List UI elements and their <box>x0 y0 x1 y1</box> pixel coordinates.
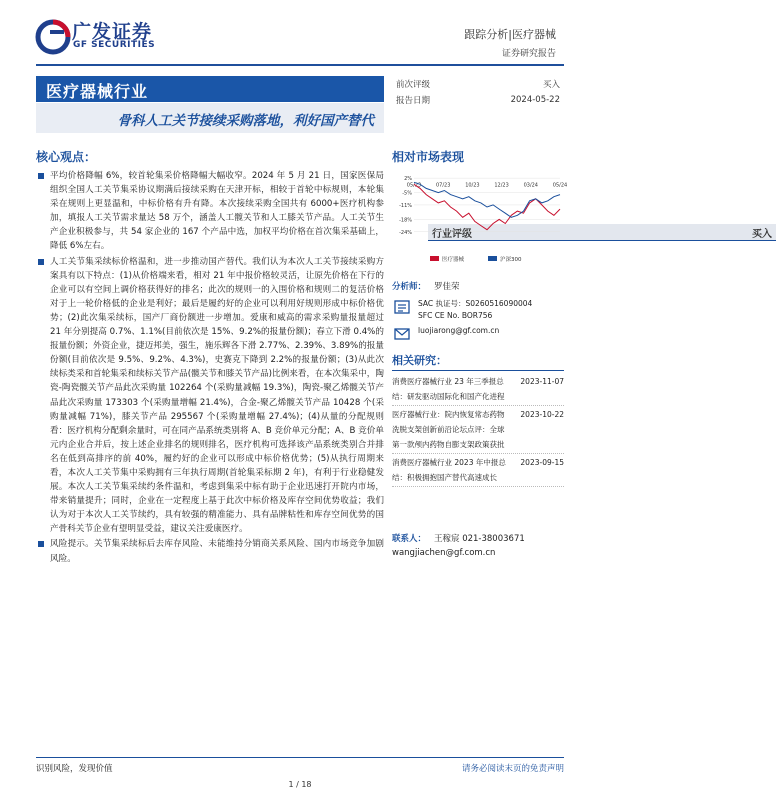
y-tick-label: -5% <box>402 190 412 197</box>
contact-email[interactable]: wangjiachen@gf.com.cn <box>392 548 496 558</box>
contact-name-phone: 王稼宸 021-38003671 <box>434 534 525 544</box>
bullet-icon <box>38 173 44 179</box>
prev-rating-value: 买入 <box>542 80 560 90</box>
research-item-date: 2023-10-22 <box>520 410 564 419</box>
report-header <box>0 0 600 72</box>
x-tick-label: 03/24 <box>523 182 539 189</box>
related-research <box>392 352 564 487</box>
research-item-title: 消费医疗器械行业 23 年三季报总结：研发驱动国际化和国产化进程 <box>392 377 505 401</box>
header-divider <box>36 64 564 66</box>
core-views <box>36 148 384 567</box>
report-type: 跟踪分析|医疗器械 <box>464 28 556 41</box>
risk-warning <box>36 537 384 565</box>
analyst-cert-row <box>392 298 564 322</box>
core-point-2-text: 人工关节集采续标价格温和，进一步推动国产替代。我们认为本次人工关节接续采购方案具有以下特点：(1)从价格端来看，相对 21 年中报价格较灵活，让原先价格在下行的企业可以有空间上调价格获得好的排名；此次的规则一的入围价格和规则二的复活价格对于上一轮价格低的企业是利好；最后是履约好的企业可以利用好规则形成中标价格优势；(2)此次集采续标，国产厂商份额进一步增加。爱康和威高的需求采购量报量超过 21 年分别提高 0.7%、1.1%(目前依次是 15%、9.2%的报量份额)；春立下滑 0.4%的报量份额；外资企业，捷迈邦美，强生，施乐辉各下滑 2.77%、2.39%、3.89%的报量份额(目前依次是 9.5%、9.2%、4.3%)，史赛克下降到 2.2%的报量份额；(3)从此次续标类采和首轮集采和续标关节产品(髋关节和膝关节产品)比例来看，在本次集采中，陶瓷-陶瓷髋关节产品此次采购量 102264 个(采购量减幅 19.3%)，陶瓷-聚乙烯髋关节产品此次采购量 173303 个(采购量增幅 21.4%)，合金-聚乙烯髋关节产品 10428 个(采购量减幅 71%)，膝关节产品 295567 个(采购量增幅 27.4%)；(4)从量的分配规则看：医疗机构分配剩余量时，可在同产品系统类别将 A、B 竞价单元分配；A、B 竞价单元内企业合并后，按上述企业排名的规则排名，医疗机构可选择该产品系统类别合并排名在低到高排序的前 40%，履约好的企业可以形成中标价格优势；(5)从执行周期来看，本次人工关节集中采购拥有三年执行周期(首轮集采标期 2 年)，有利于行业稳健发展。本次人工关节集采续约条件温和，考虑到集采中标有助于企业迅速打开院内市场，带来销量提升；同时，企业在一定程度上基于此次中标价格及库存空间优势收益；我们认为对于本次人工关节续约，具有较强的精准能力、具有品牌粘性和库存空间优势的国产骨科关节企业有望明显受益，建议关注爱康医疗。 <box>50 256 384 535</box>
logo-text-en: GF SECURITIES <box>73 40 156 50</box>
x-tick-label: 05/24 <box>552 182 568 189</box>
contact-role: 联系人： <box>392 534 427 544</box>
rating-value: 买入 <box>752 228 772 240</box>
analyst-sac: SAC 执证号：S0260516090004 <box>418 299 533 308</box>
rating-label: 行业评级 <box>432 228 472 240</box>
y-tick-label: -18% <box>399 217 412 224</box>
bullet-icon <box>38 541 44 547</box>
analyst-email[interactable]: luojiarong@gf.com.cn <box>418 326 500 335</box>
report-date-row <box>392 92 564 108</box>
risk-warning-text: 风险提示。关节集采续标后去库存风险、未能维持分销商关系风险、国内市场竞争加剧风险。 <box>50 539 384 564</box>
analyst-sfc: SFC CE No. BOR756 <box>418 311 493 320</box>
certificate-icon <box>394 300 410 314</box>
contact-block <box>392 532 564 560</box>
footer-disclaimer[interactable]: 请务必阅读末页的免责声明 <box>461 764 564 774</box>
chart-section-title: 相对市场表现 <box>392 150 465 164</box>
prev-rating-label: 前次评级 <box>396 80 431 90</box>
logo-text-cn: 广发证券 <box>72 21 153 43</box>
y-tick-label: -24% <box>399 229 412 236</box>
analyst-name: 罗佳荣 <box>434 282 460 292</box>
research-item-title: 医疗器械行业：院内恢复常态药物洗脱支架创新前沿论坛点评：全球第一款颅内药物自膨支架政策获批 <box>392 410 505 449</box>
report-category: 证券研究报告 <box>501 49 556 59</box>
report-date-label: 报告日期 <box>396 96 431 106</box>
analyst-role: 分析师： <box>392 282 427 292</box>
core-views-title: 核心观点： <box>36 150 97 164</box>
y-tick-label: -11% <box>399 202 412 209</box>
y-tick-label: 2% <box>404 176 412 183</box>
legend-swatch <box>430 256 439 261</box>
footer-slogan: 识别风险，发现价值 <box>36 764 113 774</box>
research-item-date: 2023-09-15 <box>520 458 564 467</box>
x-tick-label: 07/23 <box>435 182 451 189</box>
page-number: 1 / 18 <box>288 780 312 789</box>
prev-rating-row <box>392 76 564 92</box>
analyst-email-row <box>392 325 564 341</box>
core-point-1-text: 平均价格降幅 6%，较首轮集采价格降幅大幅收窄。2024 年 5 月 21 日，国家医保局组织全国人工关节集采协议期满后接续采购在天津开标，相较于首轮中标规则，本轮集采在规则上更显温和，中标价格有升有降。本次接续采购全国共有 6000+医疗机构参加，填报人工关节需求量达 58 万个，涵盖人工髋关节和人工膝关节产品。人工关节生产企业积极参与，共 54 家企业的 167 个产品中选，加权平均价格在首次集采基础上，降低 6%左右。 <box>50 171 384 252</box>
footer-divider <box>36 757 564 758</box>
related-research-title: 相关研究： <box>392 352 564 371</box>
research-item-title: 消费医疗器械行业 2023 年中报总结：积极拥抱国产替代高速成长 <box>392 458 506 482</box>
core-point-1 <box>36 169 384 254</box>
bullet-icon <box>38 259 44 265</box>
x-tick-label: 10/23 <box>465 182 480 189</box>
email-icon <box>394 327 410 341</box>
report-subtitle: 骨科人工关节接续采购落地，利好国产替代 <box>36 103 384 133</box>
research-item-date: 2023-11-07 <box>520 377 564 386</box>
research-item[interactable] <box>392 373 564 406</box>
report-date-value: 2024-05-22 <box>510 95 560 105</box>
research-item[interactable] <box>392 454 564 487</box>
analyst-name-row <box>392 280 564 292</box>
core-point-2 <box>36 255 384 537</box>
research-item[interactable] <box>392 406 564 454</box>
legend-swatch <box>488 256 497 261</box>
industry-banner: 医疗器械行业 <box>36 76 384 102</box>
x-tick-label: 12/23 <box>494 182 509 189</box>
legend-label: 沪深300 <box>500 257 522 263</box>
x-tick-label: 05/23 <box>406 182 422 189</box>
analyst-block <box>392 280 564 344</box>
relative-performance-chart <box>392 168 568 268</box>
legend-label: 医疗器械 <box>442 257 465 263</box>
